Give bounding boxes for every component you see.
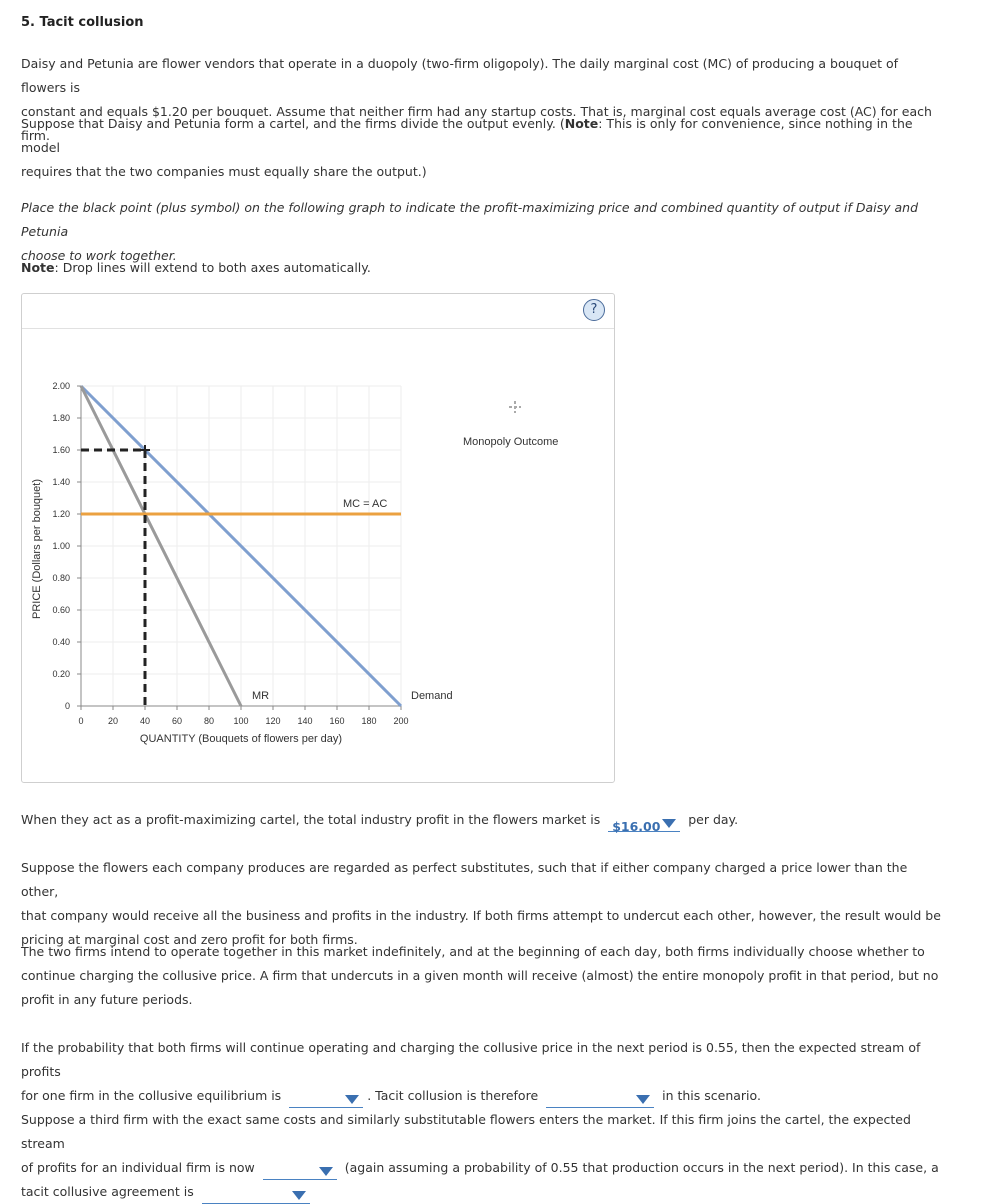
- x-tick-label: 0: [78, 716, 84, 726]
- x-tick-label: 160: [329, 716, 345, 726]
- cartel-text: : This is only for convenience, since nothing in the model: [21, 116, 913, 155]
- monopoly-outcome-label: Monopoly Outcome: [463, 436, 559, 448]
- x-tick-label: 80: [203, 716, 215, 726]
- expected-profit-dropdown[interactable]: [289, 1091, 363, 1108]
- intro-line: Daisy and Petunia are flower vendors that operate in a duopoly (two-firm oligopoly). The daily marginal cost (MC) of producing a bouquet of flowers is: [21, 56, 899, 95]
- y-tick-label: 0.80: [52, 573, 70, 583]
- x-tick-label: 40: [139, 716, 151, 726]
- note-text: : Drop lines will extend to both axes automatically.: [54, 260, 371, 275]
- y-tick-label: 0: [64, 701, 70, 711]
- instruction-line: choose to work together.: [21, 248, 177, 263]
- chart-svg[interactable]: [22, 294, 616, 784]
- third-firm-text: tacit collusive agreement is: [21, 1184, 194, 1199]
- y-tick-label: 0.20: [52, 669, 70, 679]
- substitutes-paragraph: [21, 856, 941, 952]
- profit-line: [21, 808, 941, 832]
- profit-text: per day.: [688, 812, 739, 827]
- third-firm-paragraph: [21, 1108, 941, 1204]
- third-firm-text: (again assuming a probability of 0.55 that production occurs in the next period). In this case, a: [344, 1160, 939, 1175]
- profit-dropdown[interactable]: [608, 815, 680, 832]
- question-title: 5. Tacit collusion: [21, 15, 144, 30]
- profit-text: When they act as a profit-maximizing cartel, the total industry profit in the flowers market is: [21, 812, 601, 827]
- y-tick-label: 1.40: [52, 477, 70, 487]
- note-bold: Note: [564, 116, 599, 131]
- x-tick-label: 120: [265, 716, 281, 726]
- probability-text: . Tacit collusion is therefore: [367, 1088, 539, 1103]
- y-tick-label: 0.60: [52, 605, 70, 615]
- chevron-down-icon: [319, 1167, 333, 1176]
- chevron-down-icon: [662, 819, 676, 828]
- collusion-sustainability-dropdown[interactable]: [546, 1091, 654, 1108]
- x-tick-label: 200: [393, 716, 409, 726]
- probability-text: in this scenario.: [662, 1088, 761, 1103]
- y-tick-label: 2.00: [52, 381, 70, 391]
- third-firm-profit-dropdown[interactable]: [263, 1163, 337, 1180]
- y-tick-label: 1.00: [52, 541, 70, 551]
- probability-line: If the probability that both firms will continue operating and charging the collusive price in the next period is 0.55, then the expected stream of profits: [21, 1040, 921, 1079]
- substitutes-line: pricing at marginal cost and zero profit for both firms.: [21, 932, 358, 947]
- y-tick-label: 1.20: [52, 509, 70, 519]
- mr-label: MR: [252, 690, 270, 702]
- indefinite-line: The two firms intend to operate together in this market indefinitely, and at the beginning of each day, both firms individually choose whether to: [21, 944, 925, 959]
- mc-label: MC = AC: [343, 498, 388, 510]
- substitutes-line: that company would receive all the business and profits in the industry. If both firms attempt to undercut each other, however, the result would be: [21, 908, 941, 923]
- note-paragraph: [21, 256, 941, 280]
- indefinite-paragraph: [21, 940, 941, 1012]
- intro-line: constant and equals $1.20 per bouquet. Assume that neither firm had any startup costs. That is, marginal cost equals average cost (AC) for each firm.: [21, 104, 932, 143]
- y-tick-label: 1.60: [52, 445, 70, 455]
- chevron-down-icon: [345, 1095, 359, 1104]
- cartel-paragraph: [21, 112, 941, 184]
- demand-label: Demand: [411, 690, 453, 702]
- y-tick-label: 0.40: [52, 637, 70, 647]
- x-axis-label: QUANTITY (Bouquets of flowers per day): [139, 733, 343, 745]
- x-tick-label: 60: [171, 716, 183, 726]
- note-label: Note: [21, 260, 55, 275]
- x-tick-label: 140: [297, 716, 313, 726]
- chevron-down-icon: [636, 1095, 650, 1104]
- third-firm-line: Suppose a third firm with the exact same costs and similarly substitutable flowers enters the market. If this firm joins the cartel, the expected stream: [21, 1112, 911, 1151]
- third-firm-collusion-dropdown[interactable]: [202, 1187, 310, 1204]
- x-tick-label: 100: [233, 716, 249, 726]
- indefinite-line: continue charging the collusive price. A firm that undercuts in a given month will receive (almost) the entire monopoly profit in that period, but no: [21, 968, 939, 983]
- instruction-line: Place the black point (plus symbol) on the following graph to indicate the profit-maximizing price and combined quantity of output if Daisy and Petunia: [21, 200, 918, 239]
- substitutes-line: Suppose the flowers each company produces are regarded as perfect substitutes, such that if either company charged a price lower than the other,: [21, 860, 908, 899]
- probability-paragraph: [21, 1036, 941, 1108]
- cartel-text: Suppose that Daisy and Petunia form a cartel, and the firms divide the output evenly. (: [21, 116, 565, 131]
- x-tick-label: 180: [361, 716, 377, 726]
- question-circle-icon[interactable]: ?: [583, 299, 605, 321]
- y-axis-label: PRICE (Dollars per bouquet): [31, 478, 43, 620]
- indefinite-line: profit in any future periods.: [21, 992, 193, 1007]
- x-tick-label: 20: [107, 716, 119, 726]
- y-tick-label: 1.80: [52, 413, 70, 423]
- graph-panel: [21, 293, 615, 783]
- profit-dropdown-value: $16.00: [612, 819, 661, 834]
- cartel-text: requires that the two companies must equally share the output.): [21, 164, 427, 179]
- third-firm-text: of profits for an individual firm is now: [21, 1160, 255, 1175]
- probability-text: for one firm in the collusive equilibrium is: [21, 1088, 282, 1103]
